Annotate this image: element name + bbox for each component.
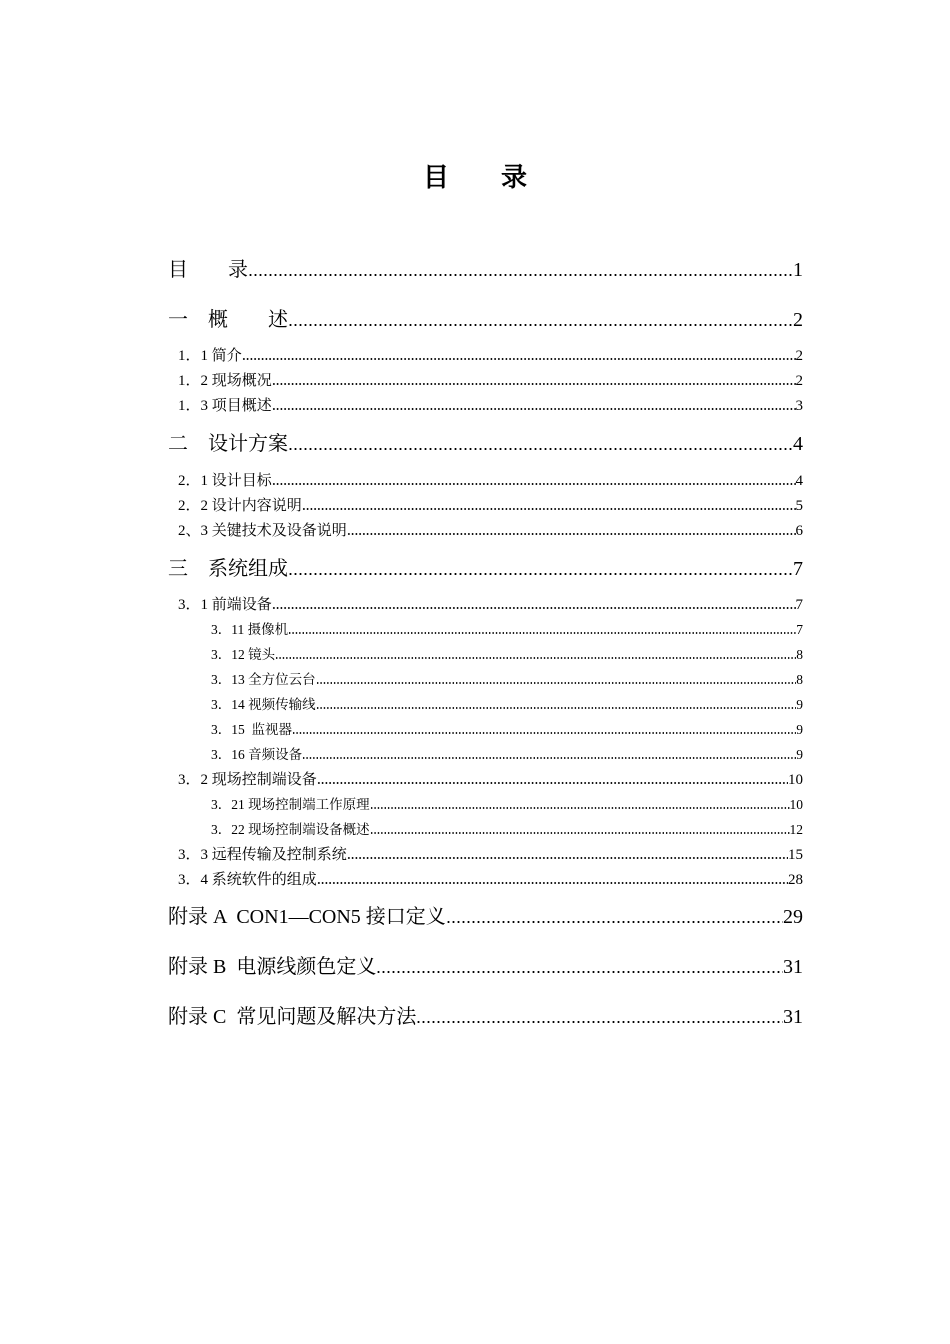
toc-entry-label: 3．2 现场控制端设备 (178, 772, 317, 788)
toc-entry-page-number: 7 (796, 622, 803, 637)
toc-entry (211, 795, 803, 815)
toc-dot-leader (272, 383, 796, 385)
toc-entry-page-number: 31 (783, 1006, 803, 1028)
toc-dot-leader (288, 448, 793, 450)
toc-entry (168, 1003, 803, 1031)
toc-dot-leader (416, 1021, 783, 1023)
toc-entry-page-number: 7 (793, 558, 803, 580)
toc-entry-label: 1．1 简介 (178, 348, 242, 364)
toc-entry-page-number: 6 (795, 523, 803, 539)
toc-dot-leader (288, 632, 796, 634)
toc-entry-page-number: 9 (796, 747, 803, 762)
toc-entry-page-number: 7 (795, 597, 803, 613)
toc-entry-page-number: 12 (789, 822, 803, 837)
toc-dot-leader (347, 857, 788, 859)
toc-entry-label: 3．12 镜头 (211, 647, 276, 662)
toc-entry-label: 3．21 现场控制端工作原理 (211, 797, 370, 812)
toc-dot-leader (317, 782, 788, 784)
toc-entry (168, 555, 803, 583)
toc-entry-label: 目 录 (168, 259, 248, 281)
toc-entry-label: 2．2 设计内容说明 (178, 498, 302, 514)
toc-entry (178, 495, 803, 517)
toc-entry-page-number: 9 (796, 722, 803, 737)
toc-dot-leader (288, 573, 793, 575)
toc-dot-leader (347, 533, 796, 535)
toc-entry-label: 1．2 现场概况 (178, 373, 272, 389)
toc-entry-page-number: 8 (796, 647, 803, 662)
toc-entry-page-number: 3 (795, 398, 803, 414)
toc-entry-label: 附录 B 电源线颜色定义 (168, 956, 377, 978)
toc-dot-leader (376, 971, 783, 973)
toc-entry-page-number: 2 (795, 348, 803, 364)
toc-dot-leader (302, 508, 796, 510)
toc-entry (178, 370, 803, 392)
toc-entry-label: 三 系统组成 (168, 558, 288, 580)
toc-entry-page-number: 2 (793, 309, 803, 331)
toc-entry-label: 二 设计方案 (168, 433, 288, 455)
toc-entry-label: 3．3 远程传输及控制系统 (178, 847, 347, 863)
toc-entry-label: 2、3 关键技术及设备说明 (178, 523, 347, 539)
page-title: 目 录 (422, 163, 527, 192)
toc-entry (211, 720, 803, 740)
toc-dot-leader (242, 358, 796, 360)
toc-dot-leader (370, 807, 790, 809)
toc-dot-leader (275, 657, 796, 659)
toc-entry-label: 附录 C 常见问题及解决方法 (168, 1006, 417, 1028)
toc-entry (168, 256, 803, 284)
toc-entry (168, 306, 803, 334)
toc-entry-label: 附录 A CON1—CON5 接口定义 (168, 906, 446, 928)
toc-entry-label: 3．16 音频设备 (211, 747, 303, 762)
toc-entry-label: 3．13 全方位云台 (211, 672, 316, 687)
toc-entry-page-number: 10 (788, 772, 803, 788)
toc-entry-label: 3．22 现场控制端设备概述 (211, 822, 370, 837)
toc-entry-page-number: 2 (795, 373, 803, 389)
toc-dot-leader (317, 882, 788, 884)
toc-dot-leader (316, 682, 797, 684)
toc-entry (211, 820, 803, 840)
toc-dot-leader (272, 483, 796, 485)
toc-entry-label: 1．3 项目概述 (178, 398, 272, 414)
toc-entry-page-number: 4 (795, 473, 803, 489)
toc-entry (168, 953, 803, 981)
toc-entry (178, 470, 803, 492)
toc-entry (178, 395, 803, 417)
toc-entry-label: 3．14 视频传输线 (211, 697, 316, 712)
toc-entry (168, 430, 803, 458)
toc-dot-leader (446, 921, 783, 923)
toc-entry-page-number: 1 (793, 259, 803, 281)
toc-entry (178, 345, 803, 367)
toc-entry (168, 903, 803, 931)
toc-entry-label: 2．1 设计目标 (178, 473, 272, 489)
toc-entry (178, 844, 803, 866)
toc-entry-page-number: 15 (788, 847, 803, 863)
toc-entry-page-number: 10 (789, 797, 803, 812)
toc-entry (211, 745, 803, 765)
toc-entry (211, 620, 803, 640)
toc-entry-page-number: 29 (783, 906, 803, 928)
toc-dot-leader (248, 274, 793, 276)
toc-entry-label: 3．1 前端设备 (178, 597, 272, 613)
toc-entry-page-number: 8 (796, 672, 803, 687)
toc-entry (178, 869, 803, 891)
toc-entry-page-number: 5 (795, 498, 803, 514)
toc-dot-leader (292, 732, 796, 734)
toc-dot-leader (302, 757, 796, 759)
toc-entry (178, 769, 803, 791)
toc-entry (178, 594, 803, 616)
toc-entry-page-number: 4 (793, 433, 803, 455)
toc-entry (211, 695, 803, 715)
toc-dot-leader (288, 324, 793, 326)
toc-dot-leader (272, 408, 796, 410)
toc-entry-page-number: 28 (788, 872, 803, 888)
toc-dot-leader (316, 707, 797, 709)
toc-entry (211, 670, 803, 690)
toc-entry-page-number: 31 (783, 956, 803, 978)
toc-dot-leader (370, 832, 790, 834)
toc-entry-page-number: 9 (796, 697, 803, 712)
toc-entry-label: 3．11 摄像机 (211, 622, 289, 637)
toc-entry-label: 一 概 述 (168, 309, 288, 331)
toc-entry (178, 520, 803, 542)
toc-dot-leader (272, 607, 796, 609)
toc-entry-label: 3．4 系统软件的组成 (178, 872, 317, 888)
toc-entry-label: 3．15 监视器 (211, 722, 292, 737)
toc-entry (211, 645, 803, 665)
